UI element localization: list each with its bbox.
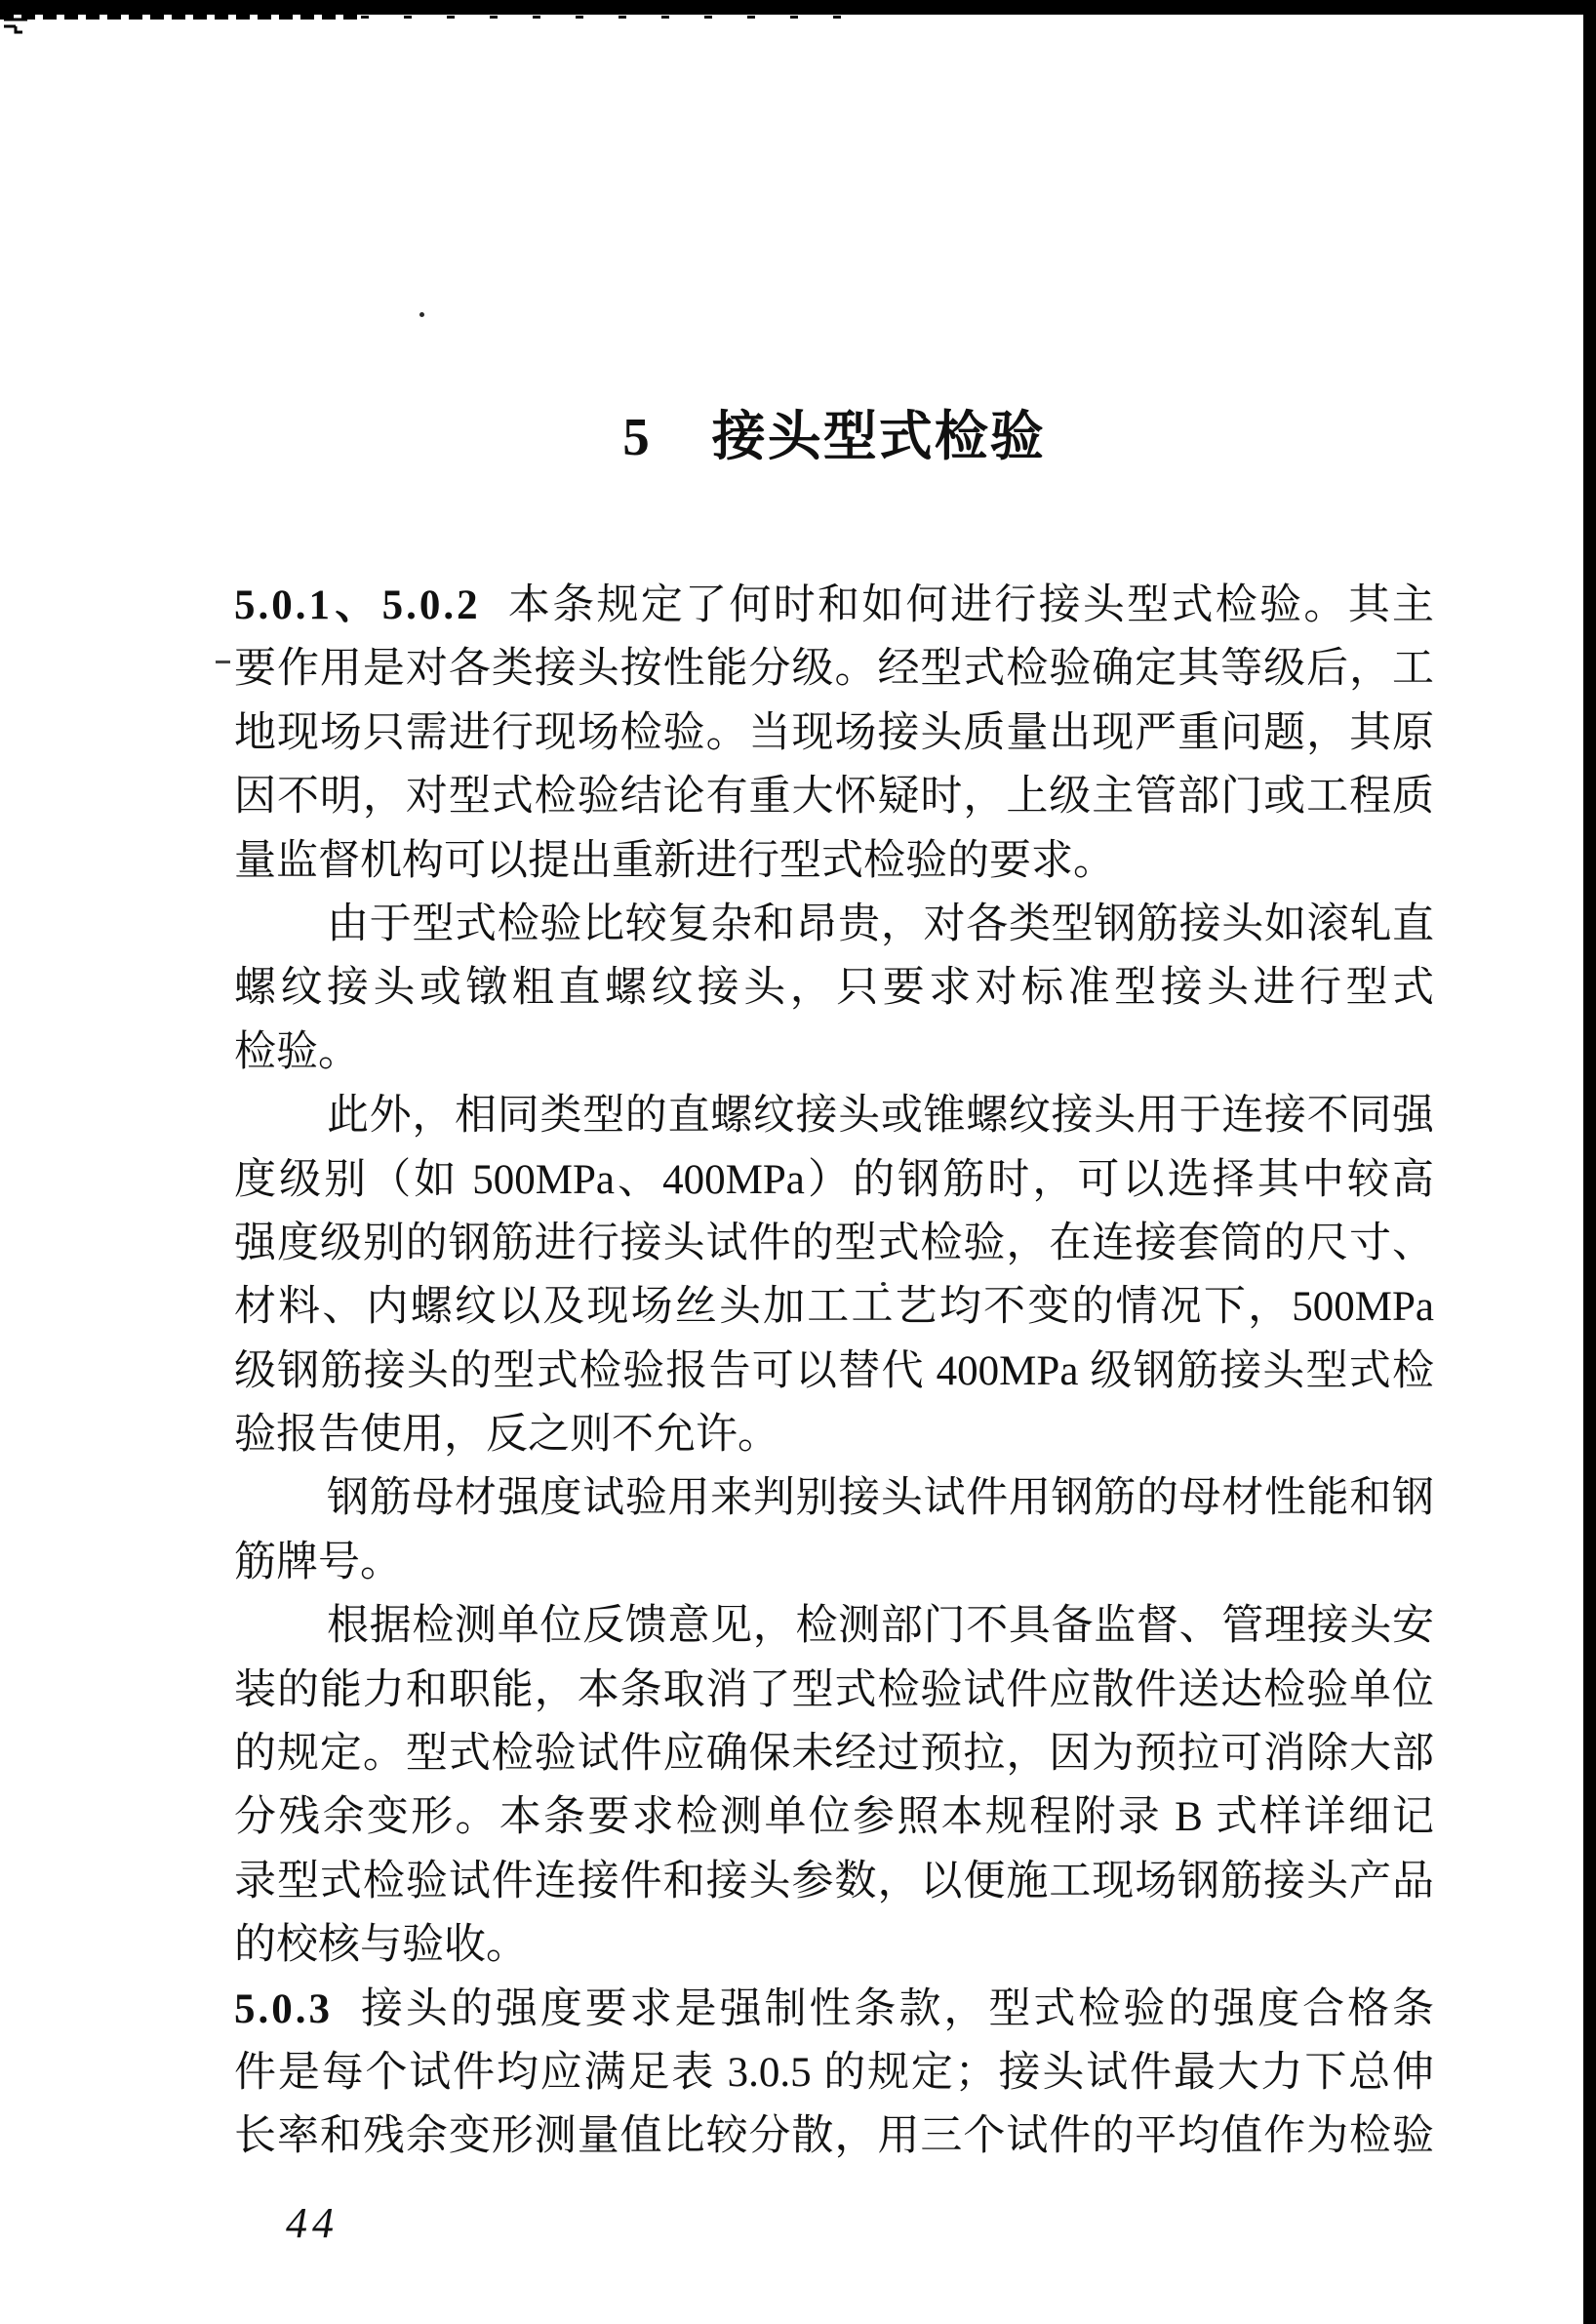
body-line-text: 要作用是对各类接头按性能分级。经型式检验确定其等级后，工	[234, 646, 1434, 693]
chapter-number: 5	[622, 407, 652, 466]
body-line-2	[234, 637, 1434, 701]
body-line-text: 录型式检验试件连接件和接头参数，以便施工现场钢筋接头产品	[234, 1858, 1434, 1904]
body-line-text: 量监督机构可以提出重新进行型式检验的要求。	[234, 837, 1115, 884]
body-line-7	[234, 956, 1434, 1020]
scan-artifact-top-bar	[0, 0, 1596, 15]
scan-artifact-corner-mark	[2, 17, 31, 41]
body-line-12	[234, 1275, 1434, 1339]
body-line-text: 材料、内螺纹以及现场丝头加工工艺均不变的情况下，500MPa	[234, 1284, 1434, 1331]
body-line-9	[234, 1084, 1434, 1147]
body-line-5	[234, 829, 1434, 893]
chapter-title-text: 接头型式检验	[711, 407, 1046, 466]
body-line-text: 的校核与验收。	[234, 1922, 528, 1969]
body-line-15	[234, 1466, 1434, 1530]
chapter-title	[234, 408, 1434, 466]
body-line-text: 件是每个试件均应满足表 3.0.5 的规定；接头试件最大力下总伸	[234, 2049, 1434, 2096]
body-line-text: 钢筋母材强度试验用来判别接头试件用钢筋的母材性能和钢	[327, 1475, 1434, 1522]
body-line-text: 由于型式检验比较复杂和昂贵，对各类型钢筋接头如滚轧直	[327, 901, 1434, 947]
body-line-text: 筋牌号。	[234, 1539, 402, 1585]
body-line-text: 度级别（如 500MPa、400MPa）的钢筋时，可以选择其中较高	[234, 1156, 1434, 1203]
body-line-18	[234, 1659, 1434, 1722]
body-text-block	[234, 574, 1434, 2169]
body-line-text: 检验。	[234, 1028, 360, 1075]
body-line-25	[234, 2104, 1434, 2168]
body-line-text: 的规定。型式检验试件应确保未经过预拉，因为预拉可消除大部	[234, 1731, 1434, 1778]
body-line-10	[234, 1148, 1434, 1212]
body-line-4	[234, 765, 1434, 828]
section-number-label: 5.0.3	[234, 1985, 333, 2032]
body-line-text: 接头的强度要求是强制性条款，型式检验的强度合格条	[358, 1985, 1434, 2032]
body-line-22	[234, 1913, 1434, 1977]
body-line-text: 级钢筋接头的型式检验报告可以替代 400MPa 级钢筋接头型式检	[234, 1347, 1434, 1394]
scan-speck	[419, 312, 424, 317]
body-line-text: 本条规定了何时和如何进行接头型式检验。其主	[505, 582, 1435, 628]
body-line-6	[234, 893, 1434, 956]
body-line-text: 因不明，对型式检验结论有重大怀疑时，上级主管部门或工程质	[234, 774, 1434, 821]
body-line-11	[234, 1212, 1434, 1275]
scan-artifact-top-bar-ragged-edge	[0, 15, 361, 20]
body-line-text: 分残余变形。本条要求检测单位参照本规程附录 B 式样详细记	[234, 1794, 1434, 1841]
body-line-24	[234, 2041, 1434, 2104]
body-line-14	[234, 1403, 1434, 1466]
body-line-13	[234, 1340, 1434, 1403]
body-line-20	[234, 1785, 1434, 1849]
body-line-17	[234, 1594, 1434, 1658]
body-line-23	[234, 1978, 1434, 2041]
body-line-8	[234, 1021, 1434, 1084]
scan-artifact-margin-dash	[216, 661, 230, 663]
body-line-3	[234, 701, 1434, 765]
scan-artifact-top-bar-ragged-edge-sparse	[361, 16, 868, 19]
body-line-21	[234, 1850, 1434, 1913]
body-line-text: 此外，相同类型的直螺纹接头或锥螺纹接头用于连接不同强	[327, 1093, 1434, 1140]
body-line-text: 强度级别的钢筋进行接头试件的型式检验，在连接套筒的尺寸、	[234, 1220, 1434, 1266]
section-number-label: 5.0.1、5.0.2	[234, 582, 481, 628]
body-line-text: 长率和残余变形测量值比较分散，用三个试件的平均值作为检验	[234, 2113, 1434, 2160]
page-number: 44	[286, 2199, 339, 2247]
scan-artifact-right-bar	[1583, 0, 1596, 2324]
body-line-1	[234, 574, 1434, 637]
body-line-text: 验报告使用，反之则不允许。	[234, 1412, 779, 1459]
body-line-19	[234, 1722, 1434, 1785]
body-line-text: 地现场只需进行现场检验。当现场接头质量出现严重问题，其原	[234, 709, 1434, 756]
body-line-text: 根据检测单位反馈意见，检测部门不具备监督、管理接头安	[327, 1603, 1434, 1650]
body-line-text: 装的能力和职能，本条取消了型式检验试件应散件送达检验单位	[234, 1666, 1434, 1713]
body-line-16	[234, 1531, 1434, 1594]
body-line-text: 螺纹接头或镦粗直螺纹接头，只要求对标准型接头进行型式	[234, 965, 1434, 1012]
